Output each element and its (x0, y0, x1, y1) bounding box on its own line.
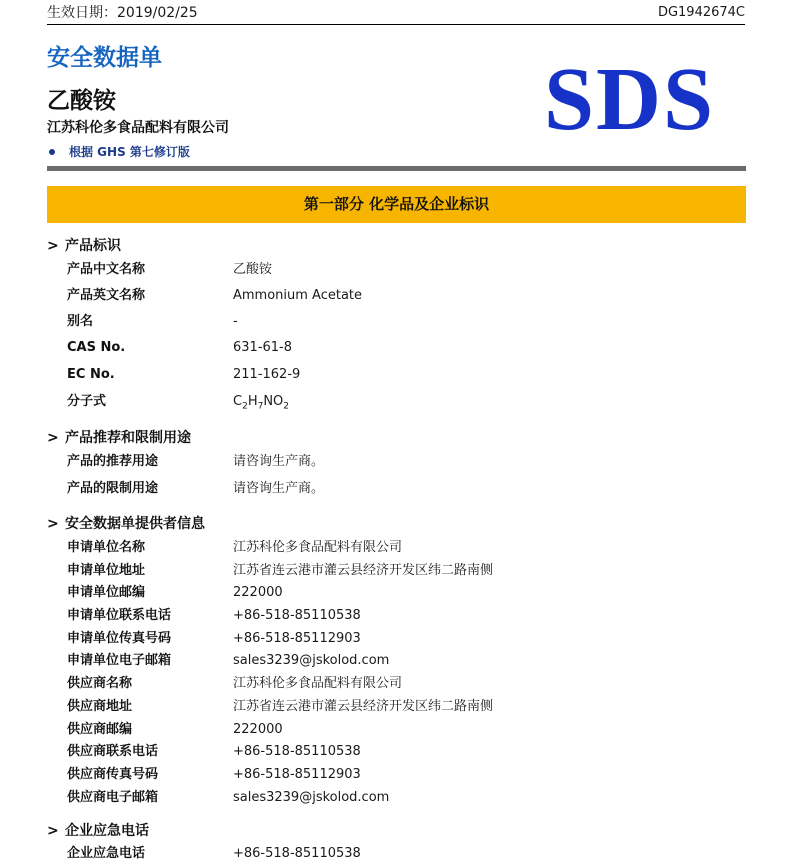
bullet-icon (49, 149, 55, 155)
subsection-supplier-info (47, 513, 205, 533)
field-label: 产品英文名称 (67, 288, 146, 303)
subsection-heading: 企业应急电话 (65, 823, 149, 839)
subsection-emergency-phone (47, 820, 149, 840)
field-value: sales3239@jskolod.com (233, 653, 390, 668)
molecular-formula: $C_2H_7NO_2$ (233, 394, 290, 412)
field-value: 江苏省连云港市灌云县经济开发区纬二路南侧 (233, 563, 494, 578)
field-value: sales3239@jskolod.com (233, 790, 390, 805)
field-value: +86-518-85110538 (233, 608, 361, 623)
field-label: 供应商地址 (67, 699, 133, 714)
header-divider (47, 166, 746, 171)
field-value: 222000 (233, 722, 283, 737)
field-label: EC No. (67, 367, 115, 382)
chevron-right-icon: > (47, 430, 59, 446)
field-value: 请咨询生产商。 (233, 454, 325, 469)
document-code: DG1942674C (657, 5, 745, 20)
field-value: +86-518-85112903 (233, 631, 361, 646)
field-label: 申请单位名称 (67, 540, 146, 555)
field-value: 211-162-9 (233, 367, 301, 382)
field-label: 供应商邮编 (67, 722, 133, 737)
page-header (47, 4, 745, 25)
field-label: 供应商传真号码 (67, 767, 159, 782)
chevron-right-icon: > (47, 516, 59, 532)
field-label: 产品的推荐用途 (67, 454, 159, 469)
field-label: 申请单位邮编 (67, 585, 146, 600)
subsection-heading: 产品标识 (65, 238, 121, 254)
field-label: 供应商联系电话 (67, 744, 159, 759)
effective-date: 生效日期：2019/02/25 (47, 5, 198, 21)
field-label: 申请单位传真号码 (67, 631, 172, 646)
field-label: 申请单位联系电话 (67, 608, 172, 623)
field-value: Ammonium Acetate (233, 288, 363, 303)
field-label: 供应商名称 (67, 676, 133, 691)
subsection-heading: 安全数据单提供者信息 (65, 516, 205, 532)
subsection-product-identification (47, 235, 121, 255)
field-value: +86-518-85112903 (233, 767, 361, 782)
ghs-note (47, 143, 190, 160)
sds-mark: SDS (544, 50, 716, 149)
field-label: 申请单位电子邮箱 (67, 653, 172, 668)
field-value: 江苏省连云港市灌云县经济开发区纬二路南侧 (233, 699, 494, 714)
field-value: +86-518-85110538 (233, 744, 361, 759)
field-value: 请咨询生产商。 (233, 481, 325, 496)
field-value: 乙酸铵 (233, 262, 273, 277)
chemical-name: 乙酸铵 (47, 88, 116, 114)
field-label: 供应商电子邮箱 (67, 790, 159, 805)
field-label: 企业应急电话 (67, 846, 146, 861)
company-name: 江苏科伦多食品配料有限公司 (47, 120, 229, 136)
subsection-heading: 产品推荐和限制用途 (65, 430, 191, 446)
document-type-title: 安全数据单 (47, 45, 162, 71)
field-label: 申请单位地址 (67, 563, 146, 578)
subsection-recommended-uses (47, 427, 191, 447)
field-label: CAS No. (67, 340, 126, 355)
field-value: 631-61-8 (233, 340, 293, 355)
field-value: 222000 (233, 585, 283, 600)
field-label: 别名 (67, 314, 94, 329)
field-label: 产品中文名称 (67, 262, 146, 277)
field-value: +86-518-85110538 (233, 846, 361, 861)
chevron-right-icon: > (47, 238, 59, 254)
field-label: 产品的限制用途 (67, 481, 159, 496)
field-label: 分子式 (67, 394, 107, 409)
field-value: 江苏科伦多食品配料有限公司 (233, 676, 403, 691)
field-value: - (233, 314, 238, 329)
ghs-note-text: 根据 GHS 第七修订版 (69, 145, 190, 159)
field-value: 江苏科伦多食品配料有限公司 (233, 540, 403, 555)
section-1-banner: 第一部分 化学品及企业标识 (47, 186, 746, 223)
chevron-right-icon: > (47, 823, 59, 839)
